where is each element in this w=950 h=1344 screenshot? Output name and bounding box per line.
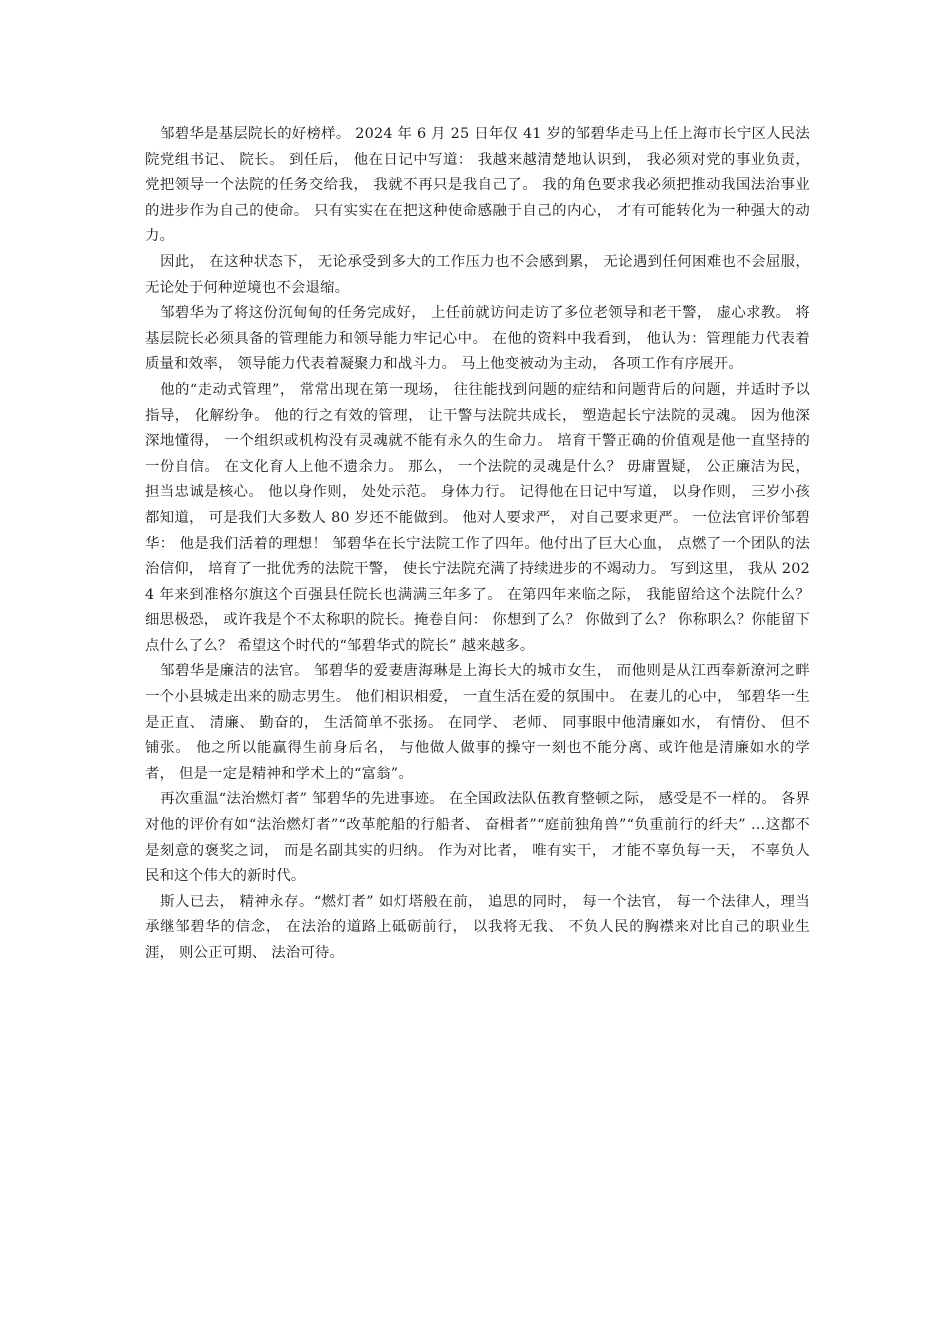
paragraph-5: 邹碧华是廉洁的法官。 邹碧华的爱妻唐海琳是上海长大的城市女生， 而他则是从江西奉新潦河之畔一个小县城走出来的励志男生。 他们相识相爱， 一直生活在爱的氛围中。 在妻儿的心中， 邹碧华一生是正直、 清廉、 勤奋的， 生活简单不张扬。 在同学、 老师、 同事眼中他清廉如水， 有情份、 但不铺张。 他之所以能赢得生前身后名， 与他做人做事的操守一刻也不能分离、或许他是清廉如水的学者， 但是一定是精神和学术上的“富翁”。 [145, 663, 810, 782]
paragraph-3: 邹碧华为了将这份沉甸甸的任务完成好， 上任前就访问走访了多位老领导和老干警， 虚心求教。 将基层院长必须具备的管理能力和领导能力牢记心中。 在他的资料中我看到， 他认为：管理能力代表着质量和效率， 领导能力代表着凝聚力和战斗力。 马上他变被动为主动， 各项工作有序展开。 [145, 305, 810, 373]
paragraph-6: 再次重温“法治燃灯者” 邹碧华的先进事迹。 在全国政法队伍教育整顿之际， 感受是不一样的。 各界对他的评价有如“法治燃灯者”“改革舵船的行船者、 奋楫者”“庭前独角兽”“负重前行的纤夫” …这都不是刻意的褒奖之词， 而是名副其实的归纳。 作为对比者， 唯有实干， 才能不辜负每一天， 不辜负人民和这个伟大的新时代。 [145, 791, 810, 885]
document-body [145, 122, 810, 967]
paragraph-1: 邹碧华是基层院长的好榜样。 2024 年 6 月 25 日年仅 41 岁的邹碧华走马上任上海市长宁区人民法院党组书记、 院长。 到任后， 他在日记中写道： 我越来越清楚地认识到， 我必须对党的事业负责， 党把领导一个法院的任务交给我， 我就不再只是我自己了。 我的角色要求我必须把推动我国法治事业的进步作为自己的使命。 只有实实在在把这种使命感融于自己的内心， 才有可能转化为一种强大的动力。 [145, 126, 810, 245]
paragraph-7: 斯人已去， 精神永存。“燃灯者” 如灯塔般在前， 追思的同时， 每一个法官， 每一个法律人，理当承继邹碧华的信念， 在法治的道路上砥砺前行， 以我将无我、 不负人民的胸襟来对比自己的职业生涯， 则公正可期、 法治可待。 [145, 893, 810, 961]
paragraph-4: 他的“走动式管理”， 常常出现在第一现场， 往往能找到问题的症结和问题背后的问题，并适时予以指导， 化解纷争。 他的行之有效的管理， 让干警与法院共成长， 塑造起长宁法院的灵魂。 因为他深深地懂得， 一个组织或机构没有灵魂就不能有永久的生命力。 培育干警正确的价值观是他一直坚持的一份自信。 在文化育人上他不遗余力。 那么， 一个法院的灵魂是什么？ 毋庸置疑， 公正廉洁为民， 担当忠诚是核心。 他以身作则， 处处示范。 身体力行。 记得他在日记中写道， 以身作则， 三岁小孩都知道， 可是我们大多数人 80 岁还不能做到。 他对人要求严， 对自己要求更严。 一位法官评价邹碧华： 他是我们活着的理想！ 邹碧华在长宁法院工作了四年。他付出了巨大心血， 点燃了一个团队的法治信仰， 培育了一批优秀的法院干警， 使长宁法院充满了持续进步的不竭动力。 写到这里， 我从 2024 年来到准格尔旗这个百强县任院长也满满三年多了。 在第四年来临之际， 我能留给这个法院什么？ 细思极恐， 或许我是个不太称职的院长。掩卷自问： 你想到了么？ 你做到了么？ 你称职么？你能留下点什么了么？ 希望这个时代的“邹碧华式的院长” 越来越多。 [145, 381, 810, 654]
paragraph-2: 因此， 在这种状态下， 无论承受到多大的工作压力也不会感到累， 无论遇到任何困难也不会屈服， 无论处于何种逆境也不会退缩。 [145, 253, 810, 296]
